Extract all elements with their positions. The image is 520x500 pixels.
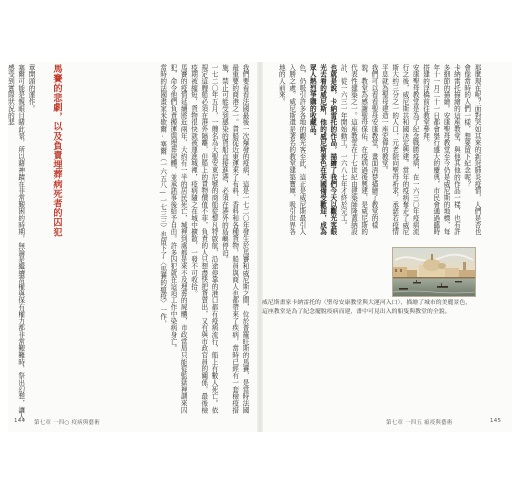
- left-page-body: [64, 64, 250, 416]
- painting-caption: 威尼斯畫家卡納雷托的〈聖母安康教堂與大運河入口〉，描繪了城市的美麗景色，這座教堂是為了紀念擺脫疫病而建，畫中可見出入的船隻與教堂的全貌。: [262, 300, 472, 315]
- right-page-body: [266, 64, 482, 239]
- right-paragraph-church: 我們可以看看聖母安康教堂，畫面清楚描繪了教堂的樣貌，教堂為感謝聖母保佑，在疫病過後興建，是威尼斯的代表性建築之一。這座教堂在十七世紀由建築師隆蓋納設計，從一六三一年開始動工，一六八七年才終於完工。: [339, 64, 379, 236]
- left-paragraph-old-seat: 章開頭的運作。: [27, 64, 35, 112]
- left-paragraph-toll: 馬賽的疫情延續將近兩年，大約有一半的居民死亡，城裡到處都是來不及埋葬的屍體，市政當局只能從監獄裡調來囚犯，命令他們負責搬運與埋葬屍體，並承諾事後給予自由。許多囚犯就在這項工作中染病身亡。: [168, 64, 188, 414]
- left-section-heading: 馬賽的悲劇，以及負責埋葬病死者的囚犯: [51, 64, 62, 237]
- left-page-opening-text: [6, 64, 36, 422]
- left-paragraph-ship: 一七二〇年五月，一艘名為大聖安東尼號的商船從黎凡特啟航，沿途停靠的港口都有疫病流行，船上有數人死亡。依規定這艘船必須在港外隔離，但船上的貨物價值不菲，負責的人只想盡快把貨賣出，又有與市政官員的關係，最後檢疫期被縮短，貨物很快就被運進城裡，疫病隨之在城中擴散，一發不可收拾。: [189, 64, 219, 414]
- right-page-number: 145: [490, 418, 502, 424]
- right-paragraph-intro: 色，仍吸引許多各地的觀光客至此，這正是威尼斯最引人入勝之處。威尼斯還是著名的教堂建築寶庫，吸引世界各地的人前來。: [277, 64, 306, 236]
- left-page-number: 144: [14, 418, 26, 424]
- book-gutter: [257, 62, 263, 432]
- right-running-head: 第七章 一四五 瘟疫與藝術: [386, 420, 453, 426]
- left-paragraph-stratagem: 塞爾可能是親眼目睹此景，所以藉神蹟在非常艱困的時期，無論是繼續當權與保有權力都非常艱難時，祭出幻想，讓人感受到實際狀況的悲: [6, 64, 25, 421]
- right-paragraph-history: 安康聖母教堂是為了紀念戰勝疫病，在一六三〇年疫病流行之後，威尼斯共和國決定興建。當年的疫病奪走了威尼斯大約三分之一的人口，元老院向聖母祈求，承諾若疫情平息就為聖母建造一座宏偉的教堂。: [380, 64, 420, 236]
- right-paragraph-bold: 也就是說，卡納雷托的作品，描繪了我們今天以觀光客眼光去看的威尼斯，他的威尼斯景色在英國備受歡迎，成為眾人熱烈爭購的收藏品。: [308, 64, 337, 236]
- left-paragraph-marseille: 我們要看看法國最後一次爆發的疫病，這是一七二〇年發生於馬賽和威尼斯之間，位於普羅旺斯的馬賽，是當時法國最重要的商港之一。貨船從近東運來了布料、香料和各種貨物，船員與商人也都帶來了疾病，當時已經有一套檢疫措施，禁止可能受到感染的貨船直接進港，必須在港外的島嶼停泊。: [220, 64, 249, 414]
- left-paragraph-note: 當時的法國畫家米歇爾·塞爾（一六五八—一七三三）也留下了〈馬賽的瘟疫〉一作，: [158, 64, 167, 328]
- right-paragraph-question: 那麼現在呢？面對突如其來的新冠肺炎疫情，人們是否也會像當時的人們一樣，想要留下紀念呢？: [462, 64, 481, 236]
- left-running-head: 第七章 一四○ 疫病與藝術: [34, 420, 100, 426]
- venice-painting-image: [392, 247, 476, 297]
- right-paragraph-canaletto: 卡納雷托描繪的這座教堂，與他其他的作品一樣，也有許多細節的描繪。安康聖母教堂至今仍是威尼斯的地標，每年十一月二十一日都會舉行盛大的慶典，市民會通過臨時搭建的浮橋前往教堂參拜。: [421, 64, 461, 236]
